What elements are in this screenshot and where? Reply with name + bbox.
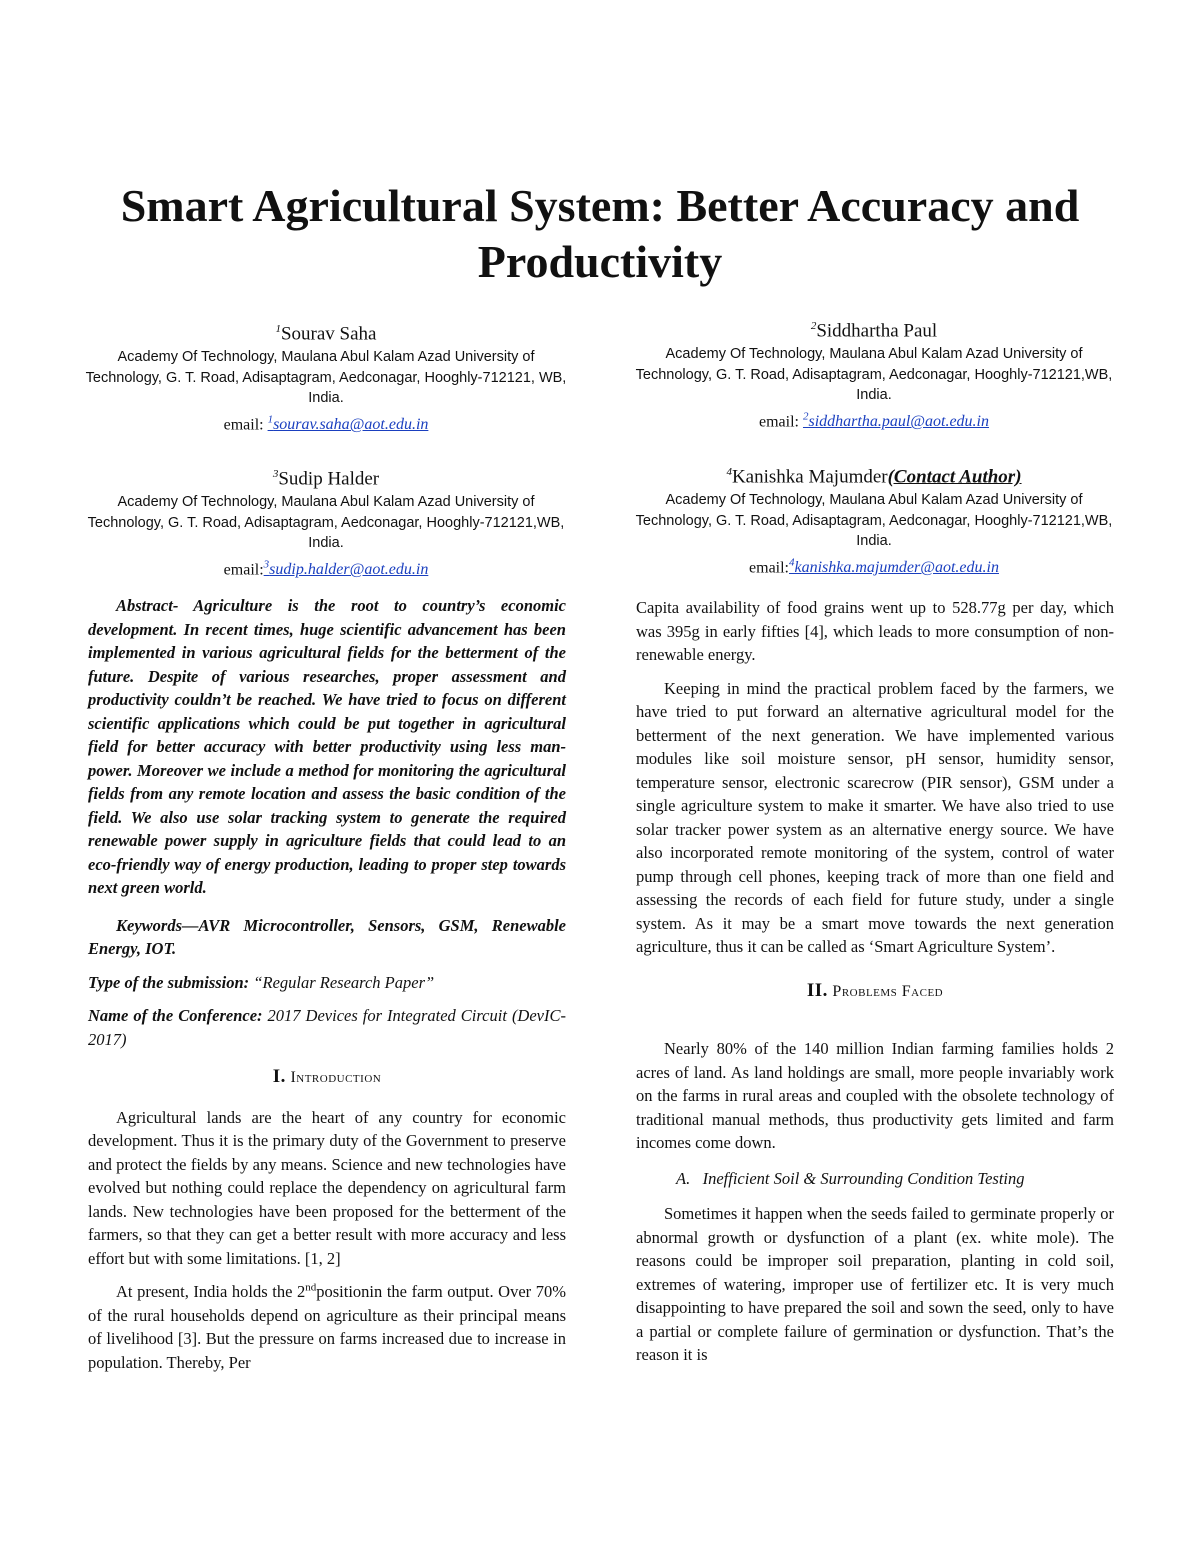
- email-label: email:: [749, 559, 789, 577]
- author-email-link[interactable]: $^1$sourav.saha@aot.edu.in: [267, 413, 429, 434]
- author-name: [614, 459, 1134, 490]
- subsection-heading-a: [636, 1167, 1114, 1191]
- author-name: [614, 313, 1134, 344]
- abstract: Abstract- Agriculture is the root to country’s economic development. In recent times, huge scientific advancement has been implemented in various agricultural fields for the betterment of the future. Despite of various researches, proper assessment and productivity couldn’t be reached. We have tried to focus on different scientific applications which could be put together in agricultural field for better accuracy with better productivity using less man-power. Moreover we include a method for monitoring the agricultural fields from any remote location and assess the basic condition of the field. We also use solar tracking system to generate the required renewable power supply in agriculture fields that could lead to an eco-friendly way of energy production, leading to proper step towards next green world.: [88, 596, 566, 897]
- section-heading-introduction: [88, 1065, 566, 1090]
- author-name-text: Sudip Halder: [278, 468, 380, 490]
- author-email-line: [614, 552, 1134, 579]
- right-column: [636, 596, 1114, 1377]
- intro-paragraph-1: Agricultural lands are the heart of any country for economic development. Thus it is the primary duty of the Government to preserve and protect the fields by any means. Science and new technologies have evolved but nothing could replace the dependency on agricultural farm lands. New technologies have been proposed for the betterment of the farmers, so that they can get a better result with more accuracy and less effort but with some limitations. [1, 2]: [88, 1107, 566, 1268]
- section-title: Introduction: [290, 1069, 382, 1086]
- left-column: [88, 594, 566, 1384]
- author-index: 3: [272, 468, 279, 480]
- section-heading-problems: [636, 979, 1114, 1004]
- author-email-line: [66, 409, 586, 436]
- intro-paragraph-2: At present, India holds the 2ndpositionin the farm output. Over 70% of the rural households depend on agriculture as their principal means of livelihood [3]. But the pressure on farms increased due to increase in population. Thereby, Per: [88, 1281, 566, 1372]
- author-email-link[interactable]: $^3$sudip.halder@aot.edu.in: [263, 558, 429, 579]
- section-number: II.: [806, 979, 828, 1001]
- conference-value: 2017 Devices for Integrated Circuit (DevIC-2017): [88, 1006, 566, 1049]
- keywords: Keywords—AVR Microcontroller, Sensors, GSM, Renewable Energy, IOT.: [88, 915, 566, 958]
- author-affiliation: Academy Of Technology, Maulana Abul Kalam Azad University of Technology, G. T. Road, Adisaptagram, Aedconagar, Hooghly-712121, WB, India.: [85, 349, 567, 407]
- author-affiliation: Academy Of Technology, Maulana Abul Kalam Azad University of Technology, G. T. Road, Adisaptagram, Aedconagar, Hooghly-712121,WB, India.: [635, 346, 1113, 404]
- submission-type-value: “Regular Research Paper”: [249, 972, 435, 992]
- author-email-line: [66, 554, 586, 581]
- email-label: email:: [759, 413, 803, 431]
- author-name: [66, 316, 586, 347]
- submission-type: [88, 971, 566, 995]
- contact-author-label: (Contact Author): [887, 466, 1022, 488]
- author-name-text: Siddhartha Paul: [816, 320, 938, 342]
- submission-type-label: Type of the submission:: [88, 972, 250, 992]
- section-number: I.: [272, 1066, 286, 1087]
- subsection-number: A.: [676, 1168, 691, 1188]
- author-index: 4: [726, 466, 732, 478]
- email-label: email:: [223, 416, 268, 434]
- section-title: Problems Faced: [832, 982, 944, 1000]
- subsection-title: Inefficient Soil & Surrounding Condition Testing: [702, 1168, 1025, 1188]
- author-affiliation: Academy Of Technology, Maulana Abul Kalam Azad University of Technology, G. T. Road, Adisaptagram, Aedconagar, Hooghly-712121,WB, India.: [635, 492, 1113, 550]
- author-name-text: Kanishka Majumder: [731, 466, 888, 488]
- author-block-1: [66, 316, 586, 436]
- author-email-link[interactable]: $^2$siddhartha.paul@aot.edu.in: [802, 410, 989, 431]
- author-block-4: [614, 459, 1134, 579]
- soil-paragraph-1: Sometimes it happen when the seeds failed to germinate properly or abnormal growth or dysfunction of a plant (ex. white mole). The reasons could be improper soil preparation, planting in cold soil, extremes of watering, improper use of fertilizer etc. It is very much disappointing to have prepared the soil and sown the seed, only to have a partial or complete failure of germination or dysfunction. That’s the reason it is: [636, 1204, 1114, 1364]
- author-affiliation: Academy Of Technology, Maulana Abul Kalam Azad University of Technology, G. T. Road, Adisaptagram, Aedconagar, Hooghly-712121,WB, India.: [87, 494, 565, 552]
- conference: [88, 1004, 566, 1051]
- conference-label: Name of the Conference:: [88, 1006, 263, 1025]
- paper-title: Smart Agricultural System: Better Accuracy and Productivity: [120, 180, 1080, 287]
- author-block-3: [66, 461, 586, 581]
- email-label: email:: [223, 561, 264, 579]
- author-index: 1: [275, 323, 281, 335]
- author-name-text: Sourav Saha: [280, 323, 377, 345]
- author-email-line: [614, 406, 1134, 433]
- right-paragraph-1: Capita availability of food grains went up to 528.77g per day, which was 395g in early fifties [4], which leads to more consumption of non- renewable energy.: [636, 598, 1114, 664]
- right-paragraph-2: Keeping in mind the practical problem faced by the farmers, we have tried to put forward an alternative agricultural model for the betterment of the next generation. We have implemented various modules like soil moisture sensor, pH sensor, humidity sensor, temperature sensor, electronic scarecrow (PIR sensor), GSM under a single agriculture system to make it smarter. We have also tried to use solar tracker power system as an alternative energy source. We have also incorporated remote monitoring of the system, control of water pump through cell phones, keeping track of more than one field and assessing the records of each field for future study, under a single system. As it may be a smart move towards the next generation agriculture, thus it can be called as ‘Smart Agriculture System’.: [636, 678, 1114, 956]
- author-email-link[interactable]: $^4$kanishka.majumder@aot.edu.in: [789, 556, 999, 577]
- author-block-2: [614, 313, 1134, 433]
- problems-paragraph-1: Nearly 80% of the 140 million Indian farming families holds 2 acres of land. As land holdings are small, more people invariably work on the farms in rural areas and coupled with the obsolete technology of traditional manual methods, thus productivity gets limited and farm incomes come down.: [636, 1039, 1114, 1152]
- author-name: [66, 461, 586, 492]
- author-index: 2: [810, 320, 817, 332]
